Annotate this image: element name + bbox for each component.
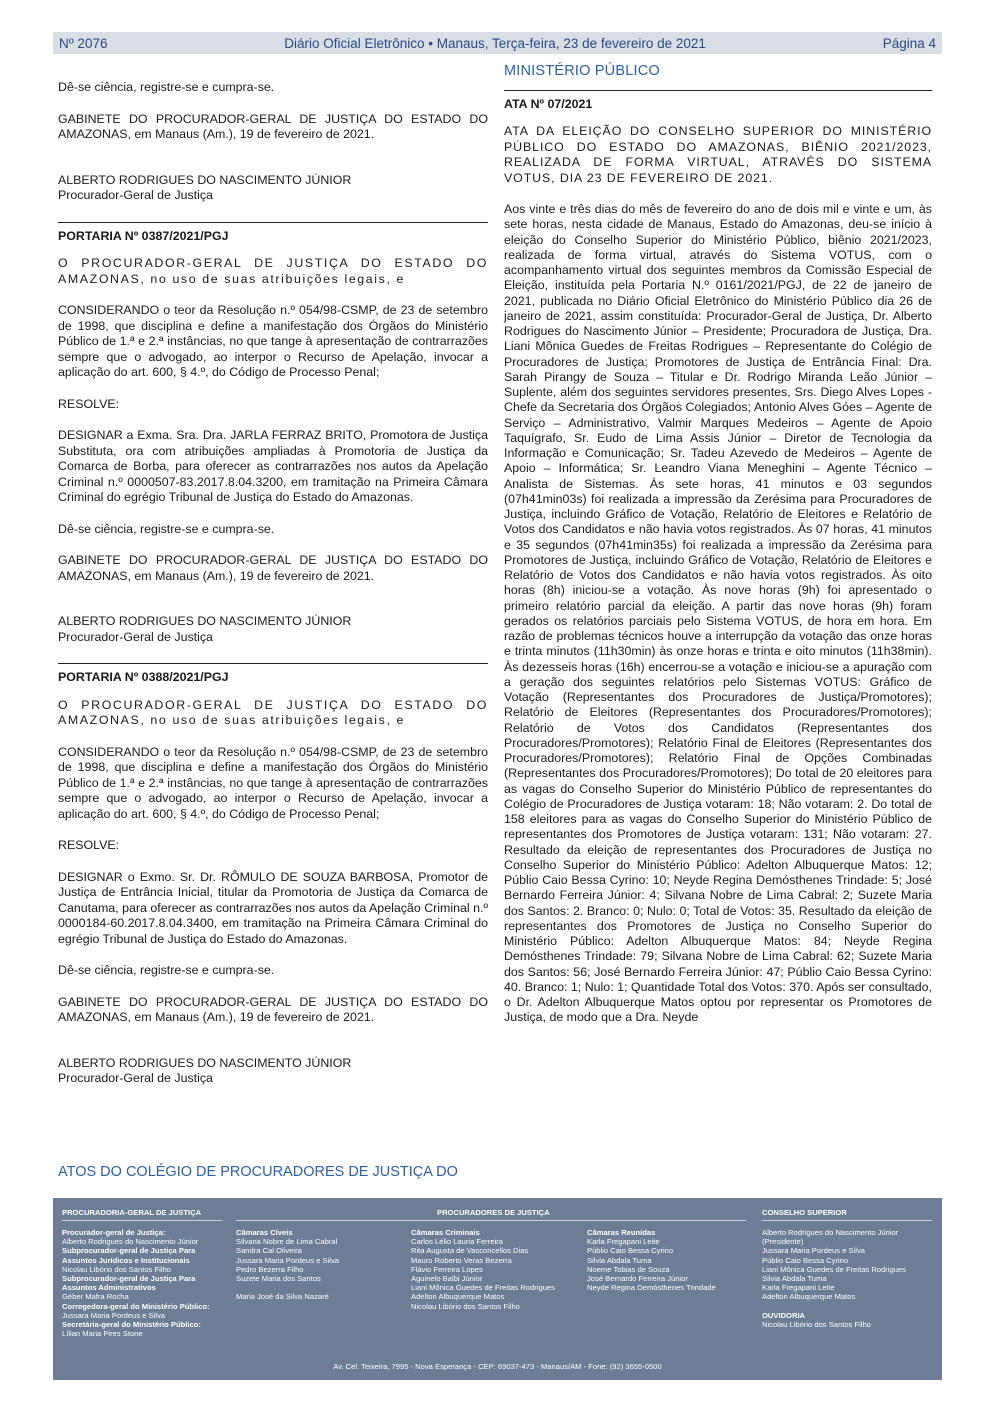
gabinete-text: GABINETE DO PROCURADOR-GERAL DE JUSTIÇA DO ESTADO DO AMAZONAS, em Manaus (Am.), 19 de fevereiro de 2021. [58,111,488,141]
footer-divider [762,1220,932,1221]
member-name: Neyde Regina Demósthenes Trindade [587,1283,716,1293]
footer-camaras-civeis [236,1228,339,1301]
ouvidoria-name: Nicolau Libório dos Santos Filho [762,1319,871,1329]
section-title: MINISTÉRIO PÚBLICO [504,63,660,79]
gabinete-text: GABINETE DO PROCURADOR-GERAL DE JUSTIÇA DO ESTADO DO AMAZONAS, em Manaus (Am.), 19 de fevereiro de 2021. [58,553,488,583]
section-title: ATOS DO COLÉGIO DE PROCURADORES DE JUSTIÇA DO [58,1164,458,1180]
footer-heading-conselho: CONSELHO SUPERIOR [762,1208,847,1217]
edition-number: Nº 2076 [59,35,108,51]
portaria-title: PORTARIA Nº 0388/2021/PGJ [58,670,229,684]
right-column [504,64,932,1042]
section-divider [504,90,932,91]
member-name: Aguinelo Balbi Júnior [411,1274,483,1284]
pgj-line: Subprocurador-geral de Justiça Para [62,1246,196,1256]
camaras-civeis-title: Câmaras Cíveis [236,1228,293,1237]
member-name: Flávio Ferreira Lopes [411,1264,483,1274]
portaria-title: PORTARIA Nº 0387/2021/PGJ [58,228,229,243]
ciencia-text: Dê-se ciência, registre-se e cumpra-se. [58,521,275,536]
signer-name: ALBERTO RODRIGUES DO NASCIMENTO JÚNIOR [58,614,352,628]
ciencia-text: Dê-se ciência, registre-se e cumpra-se. [58,80,275,94]
footer-pgj-list [62,1228,210,1338]
ata-subject: ATA DA ELEIÇÃO DO CONSELHO SUPERIOR DO MINISTÉRIO PÚBLICO DO ESTADO DO AMAZONAS, BIÊNIO 2021/2023, REALIZADA DE FORMA VIRTUAL, ATRAVÉS DO SISTEMA VOTUS, DIA 23 DE FEVEREIRO DE 2021. [504,124,932,185]
pgj-line: Alberto Rodrigues do Nascimento Júnior [62,1237,199,1247]
pgj-line: Géber Mafra Rocha [62,1292,129,1302]
section-divider [58,222,488,223]
footer-divider [236,1220,746,1221]
signer-name: ALBERTO RODRIGUES DO NASCIMENTO JÚNIOR [58,1055,352,1070]
portaria-considerando: CONSIDERANDO o teor da Resolução n.º 054/98-CSMP, de 23 de setembro de 1998, que disciplina e define a manifestação dos Órgãos do Ministério Público de 1.ª e 2.ª instâncias, no que tange à apresentação de contrarrazões sempre que o advogado, ao interpor o Recurso de Apelação, invocar a aplicação do art. 600, § 4.º, do Código de Processo Penal; [58,303,488,379]
pgj-line: Jussara Maria Pordeus e Silva [62,1310,165,1320]
pgj-line: Secretária-geral do Ministério Público: [62,1320,201,1330]
member-name: Sandra Cal Oliveira [236,1246,302,1256]
pgj-line: Procurador-geral de Justiça: [62,1228,166,1237]
member-name: Suzete Maria dos Santos [236,1274,321,1284]
header-title: Diário Oficial Eletrônico • Manaus, Terça-feira, 23 de fevereiro de 2021 [284,35,706,51]
member-name: Públio Caio Bessa Cyrino [762,1255,849,1265]
member-name: Karla Fregapani Leite [762,1283,835,1293]
camaras-civeis-extra: Maria José da Silva Nazaré [236,1292,329,1302]
member-name: Jussara Maria Pordeus e Silva [236,1255,339,1265]
member-name: Públio Caio Bessa Cyrino [587,1246,674,1256]
member-name: Karla Fregapani Leite [587,1237,660,1247]
member-name: Adelton Albuquerque Matos [762,1292,856,1302]
ouvidoria-title: OUVIDORIA [762,1310,806,1320]
pgj-line: Lílian Maria Pires Stone [62,1329,143,1339]
ata-title: ATA Nº 07/2021 [504,96,593,111]
member-name: Silvia Abdala Tuma [762,1274,827,1284]
member-name: Nicolau Libório dos Santos Filho [411,1301,520,1311]
member-name: Liani Mônica Guedes de Freitas Rodrigues [411,1283,555,1293]
page-footer [53,1198,942,1380]
pgj-line: Subprocurador-geral de Justiça Para [62,1274,196,1284]
signer-role: Procurador-Geral de Justiça [58,1071,213,1085]
pgj-line: Assuntos Administrativos [62,1283,156,1293]
ciencia-text: Dê-se ciência, registre-se e cumpra-se. [58,963,275,977]
portaria-resolve: RESOLVE: [58,838,120,852]
gabinete-text: GABINETE DO PROCURADOR-GERAL DE JUSTIÇA DO ESTADO DO AMAZONAS, em Manaus (Am.), 19 de fevereiro de 2021. [58,994,488,1024]
pgj-line: Corregedora-geral do Ministério Público: [62,1301,210,1311]
footer-camaras-criminais [411,1228,555,1311]
left-column [58,80,488,1087]
member-name: Carlos Lélio Lauria Ferreira [411,1237,504,1247]
pgj-line: Nicolau Libório dos Santos Filho [62,1264,171,1274]
portaria-designar: DESIGNAR a Exma. Sra. Dra. JARLA FERRAZ BRITO, Promotora de Justiça Substituta, ora com atribuições ampliadas à Promotoria de Justiça da Comarca de Borba, para oferecer as contrarrazões nos autos da Apelação Criminal n.º 0000507-83.2017.8.04.3200, em tramitação na Primeira Câmara Criminal do egrégio Tribunal de Justiça do Estado do Amazonas. [58,428,488,504]
section-divider [58,663,488,664]
footer-divider [62,1220,222,1221]
member-name: Liani Mônica Guedes de Freitas Rodrigues [762,1264,906,1274]
portaria-preamble: O PROCURADOR-GERAL DE JUSTIÇA DO ESTADO DO AMAZONAS, no uso de suas atribuições legais, e [58,256,488,286]
portaria-resolve: RESOLVE: [58,396,120,411]
member-name: Silvana Nobre de Lima Cabral [236,1237,338,1247]
member-name: Noeme Tobias de Souza [587,1264,670,1274]
page-header [53,32,942,54]
member-name: Pedro Bezerra Filho [236,1264,304,1274]
camaras-reunidas-title: Câmaras Reunidas [587,1228,656,1237]
footer-conselho [762,1228,906,1329]
member-name: Jussara Maria Pordeus e Silva [762,1246,865,1256]
footer-heading-pgj: PROCURADORIA-GERAL DE JUSTIÇA [62,1208,202,1217]
portaria-considerando: CONSIDERANDO o teor da Resolução n.º 054/98-CSMP, de 23 de setembro de 1998, que disciplina e define a manifestação dos Órgãos do Ministério Público de 1.ª e 2.ª instâncias, no que tange à apresentação de contrarrazões sempre que o advogado, ao interpor o Recurso de Apelação, invocar a aplicação do art. 600, § 4.º, do Código de Processo Penal; [58,744,488,821]
member-name: Silvia Abdala Tuma [587,1255,652,1265]
camaras-criminais-title: Câmaras Criminais [411,1228,480,1237]
footer-heading-procuradores: PROCURADORES DE JUSTIÇA [437,1208,550,1217]
signer-role: Procurador-Geral de Justiça [58,629,213,644]
member-name: Rita Augusta de Vasconcellos Dias [411,1246,529,1256]
page-number: Página 4 [882,35,936,51]
member-name: Mauro Roberto Veras Bezerra [411,1255,512,1265]
signer-role: Procurador-Geral de Justiça [58,188,213,202]
member-name: Adelton Albuquerque Matos [411,1292,505,1302]
member-name: José Bernardo Ferreira Júnior [587,1274,688,1284]
signer-name: ALBERTO RODRIGUES DO NASCIMENTO JÚNIOR [58,172,352,187]
member-name: (Presidente) [762,1237,804,1247]
pgj-line: Assuntos Jurídicos e Institucionais [62,1255,190,1265]
member-name: Alberto Rodrigues do Nascimento Júnior [762,1228,899,1237]
footer-address: Av. Cel. Teixeira, 7995 - Nova Esperança - CEP: 69037-473 - Manaus/AM - Fone: (92) 3655-0500 [333,1362,662,1371]
portaria-designar: DESIGNAR o Exmo. Sr. Dr. RÔMULO DE SOUZA BARBOSA, Promotor de Justiça de Entrância Inicial, titular da Promotoria de Justiça da Comarca de Canutama, para oferecer as contrarrazões nos autos da Apelação Criminal n.º 0000184-60.2017.8.04.3400, em tramitação na Primeira Câmara Criminal do egrégio Tribunal de Justiça do Estado do Amazonas. [58,869,488,946]
ata-body: Aos vinte e três dias do mês de fevereiro do ano de dois mil e vinte e um, às sete horas, nesta cidade de Manaus, Estado do Amazonas, deu-se início à eleição do Conselho Superior do Ministério Público, biênio 2021/2023, realizada de forma virtual, através do Sistema VOTUS, com o acompanhamento virtual dos seguintes membros da Comissão Especial de Eleição, instituída pela Portaria N.º 0161/2021/PGJ, de 22 de janeiro de 2021, publicada no Diário Oficial Eletrônico do Ministério Público dia 26 de janeiro de 2021, assim constituída: Procurador-Geral de Justiça, Dr. Alberto Rodrigues do Nascimento Júnior – Presidente; Procuradora de Justiça, Dra. Liani Mônica Guedes de Freitas Rodrigues – Representante do Colégio de Procuradores de Justiça; Promotores de Justiça de Entrância Final: Dra. Sarah Pirangy de Souza – Titular e Dr. Rodrigo Miranda Leão Júnior – Suplente, além dos seguintes servidores presentes, Srs. Diego Alves Lopes - Chefe da Secretaria dos Órgãos Colegiados; Antonio Alves Góes – Agente de Serviço – Administrativo, Valmir Marques Medeiros – Agente de Apoio Taquígrafo, Sr. Eudo de Lima Assis Júnior – Diretor de Tecnologia da Informação e Comunicação; Sr. Tadeu Azevedo de Medeiros – Agente de Apoio – Informática; Sr. Leandro Viana Meneghini – Agente Técnico – Analista de Sistemas. Às sete horas, 41 minutos e 03 segundos (07h41min03s) foi realizada a impressão da Zerésima para Procuradores de Justiça, incluindo Gráfico de Votação, Relatório de Eleitores e Relatório de Votos dos Candidatos e não havia votos registrados. Às 07 horas, 41 minutos e 35 segundos (07h41min35s) foi realizada a impressão da Zerésima para Promotores de Justiça, incluindo Gráfico de Votação, Relatório de Eleitores e Relatório de Votos dos Candidatos e não havia votos registrados. Às oito horas (8h) iniciou-se a votação. Às nove horas (9h) foi apresentado o primeiro relatório parcial da eleição. A partir das nove horas (9h) foram gerados os relatórios parciais pelo Sistema VOTUS, de hora em hora. Em razão de problemas técnicos houve a interrupção da votação das onze horas e trinta minutos (11h30min) às onze horas e trinta e oito minutos (11h38min). Às dezesseis horas (16h) encerrou-se a votação e iniciou-se a apuração com a geração dos seguintes relatórios pelo Sistemas VOTUS: Gráfico de Votação (Representantes dos Procuradores de Justiça/Promotores); Relatório de Eleitores (Representantes dos Procuradores/Promotores); Relatório de Votos dos Candidatos (Representantes dos Procuradores/Promotores); Relatório Final de Eleitores (Representantes dos Procuradores/Promotores); Relatório Final de Opções Combinadas (Representantes dos Procuradores/Promotores); Do total de 20 eleitores para as vagas do Conselho Superior do Ministério Público de representantes do Colégio de Procuradores de Justiça votaram: 18; Não votaram: 2. Do total de 158 eleitores para as vagas do Conselho Superior do Ministério Público de representantes dos Promotores de Justiça votaram: 131; Não votaram: 27. Resultado da eleição de representantes dos Procuradores de Justiça no Conselho Superior do Ministério Público: Adelton Albuquerque Matos: 12; Públio Caio Bessa Cyrino: 10; Neyde Regina Demósthenes Trindade: 5; José Bernardo Ferreira Júnior: 4; Silvana Nobre de Lima Cabral: 2; Suzete Maria dos Santos: 2. Branco: 0; Nulo: 0; Total de Votos: 35. Resultado da eleição de representantes dos Promotores de Justiça no Conselho Superior do Ministério Público: Adelton Albuquerque Matos: 84; Neyde Regina Demósthenes Trindade: 79; Silvana Nobre de Lima Cabral: 62; Suzete Maria dos Santos: 56; José Bernardo Ferreira Júnior: 47; Públio Caio Bessa Cyrino: 40. Branco: 1; Nulo: 1; Quantidade Total dos Votos: 370. Após ser consultado, o Dr. Adelton Albuquerque Matos optou por representar os Promotores de Justiça, de modo que a Dra. Neyde [504,202,932,1025]
footer-camaras-reunidas [587,1228,716,1292]
portaria-preamble: O PROCURADOR-GERAL DE JUSTIÇA DO ESTADO DO AMAZONAS, no uso de suas atribuições legais, e [58,697,488,727]
